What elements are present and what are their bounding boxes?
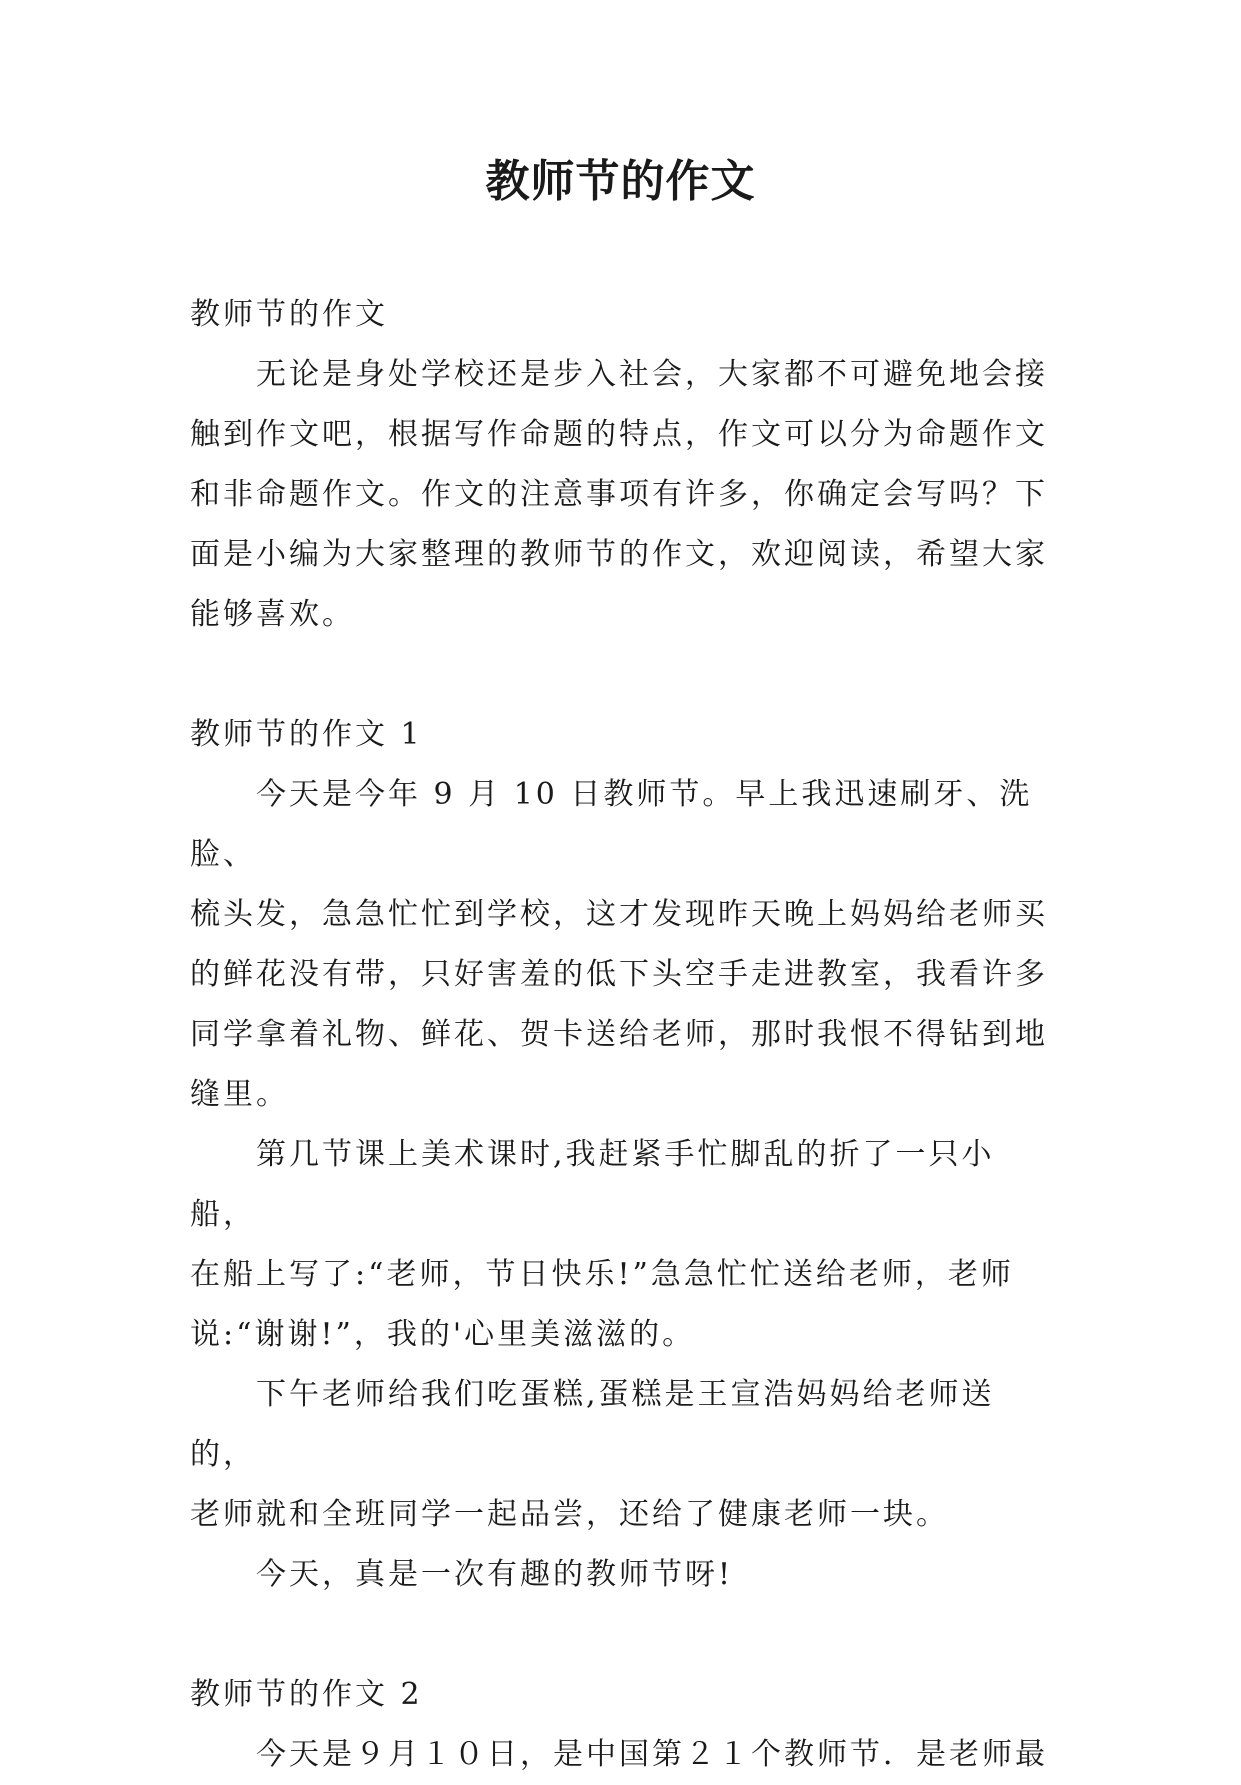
text-line: 说:“谢谢!”，我的'心里美滋滋的。	[190, 1317, 696, 1352]
page-title: 教师节的作文	[485, 156, 756, 207]
text-line: 面是小编为大家整理的教师节的作文，欢迎阅读，希望大家	[190, 537, 1048, 572]
text-line: 梳头发，急急忙忙到学校，这才发现昨天晚上妈妈给老师买	[190, 897, 1048, 932]
text-line: 缝里。	[190, 1077, 289, 1112]
paragraph	[190, 1125, 1050, 1365]
text-line: 无论是身处学校还是步入社会，大家都不可避免地会接	[256, 357, 1048, 392]
text-line: 同学拿着礼物、鲜花、贺卡送给老师，那时我恨不得钻到地	[190, 1017, 1048, 1052]
document-body	[190, 285, 1050, 1785]
text-line: 今天是９月１０日，是中国第２１个教师节．是老师最	[256, 1737, 1048, 1772]
paragraph	[190, 1725, 1050, 1785]
text-line: 触到作文吧，根据写作命题的特点，作文可以分为命题作文	[190, 417, 1048, 452]
text-line: 今天是今年 9 月 10 日教师节。早上我迅速刷牙、洗脸、	[190, 777, 1033, 872]
text-line: 今天，真是一次有趣的教师节呀!	[256, 1557, 734, 1592]
text-line: 第几节课上美术课时,我赶紧手忙脚乱的折了一只小船，	[190, 1137, 995, 1232]
text-line: 的鲜花没有带，只好害羞的低下头空手走进教室，我看许多	[190, 957, 1048, 992]
text-line: 在船上写了:“老师，节日快乐!”急急忙忙送给老师，老师	[190, 1257, 1014, 1292]
section-spacer	[190, 1605, 1050, 1665]
text-line: 和非命题作文。作文的注意事项有许多，你确定会写吗？下	[190, 477, 1048, 512]
paragraph	[190, 1545, 1050, 1605]
paragraph	[190, 1365, 1050, 1545]
section-heading: 教师节的作文	[190, 297, 388, 332]
section-spacer	[190, 645, 1050, 705]
paragraph	[190, 765, 1050, 1125]
text-line: 下午老师给我们吃蛋糕,蛋糕是王宣浩妈妈给老师送的，	[190, 1377, 995, 1472]
section-heading: 教师节的作文 2	[190, 1677, 423, 1712]
text-line: 老师就和全班同学一起品尝，还给了健康老师一块。	[190, 1497, 949, 1532]
paragraph	[190, 345, 1050, 645]
text-line: 能够喜欢。	[190, 597, 355, 632]
section-heading: 教师节的作文 1	[190, 717, 423, 752]
